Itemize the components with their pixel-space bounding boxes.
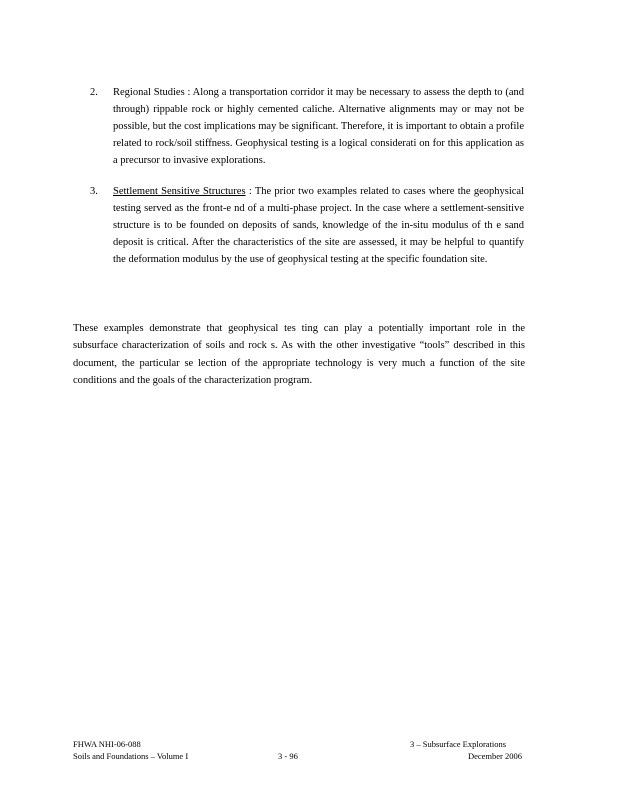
- list-item-body: [113, 183, 524, 268]
- list-item-text: : Along a transportation corridor it may be necessary to assess the depth to (and through) rippable rock or highly cemented caliche. Alternative alignments may or may not be possible, but the cost implications may be significant. Therefore, it is important to obtain a profile related to rock/soil stiffness. Geophysical testing is a logical considerati on for this application as a precursor to invasive explorations.: [113, 87, 524, 166]
- list-item-body: [113, 84, 524, 169]
- list-item-number: 2.: [90, 87, 98, 98]
- body-paragraph: These examples demonstrate that geophysical tes ting can play a potentially important role in the subsurface characterization of soils and rock s. As with the other investigative “tools” described in this document, the particular se lection of the appropriate technology is very much a function of the site conditions and the goals of the characterization program.: [73, 323, 525, 386]
- list-item-text: : The prior two examples related to cases where the geophysical testing served as the front-e nd of a multi-phase project. In the case where a settlement-sensitive structure is to be founded on deposits of sands, knowledge of the in-situ modulus of th e sand deposit is critical. After the characteristics of the site are assessed, it may be helpful to quantify the deformation modulus by the use of geophysical testing at the specific foundation site.: [113, 186, 524, 265]
- page-number: 3 - 96: [278, 751, 298, 761]
- footer-report-number: FHWA NHI-06-088: [73, 739, 141, 749]
- numbered-list: [90, 84, 524, 282]
- list-item-heading: Settlement Sensitive Structures: [113, 186, 246, 197]
- footer-right: [410, 738, 522, 762]
- list-item: [90, 84, 524, 169]
- footer-date: December 2006: [467, 751, 522, 761]
- footer-volume-title: Soils and Foundations – Volume I: [73, 751, 189, 761]
- footer-left: [73, 738, 188, 762]
- list-item-heading: Regional Studies: [113, 87, 185, 98]
- list-item: [90, 183, 524, 268]
- list-item-number: 3.: [90, 186, 98, 197]
- footer-chapter-title: 3 – Subsurface Explorations: [410, 739, 507, 749]
